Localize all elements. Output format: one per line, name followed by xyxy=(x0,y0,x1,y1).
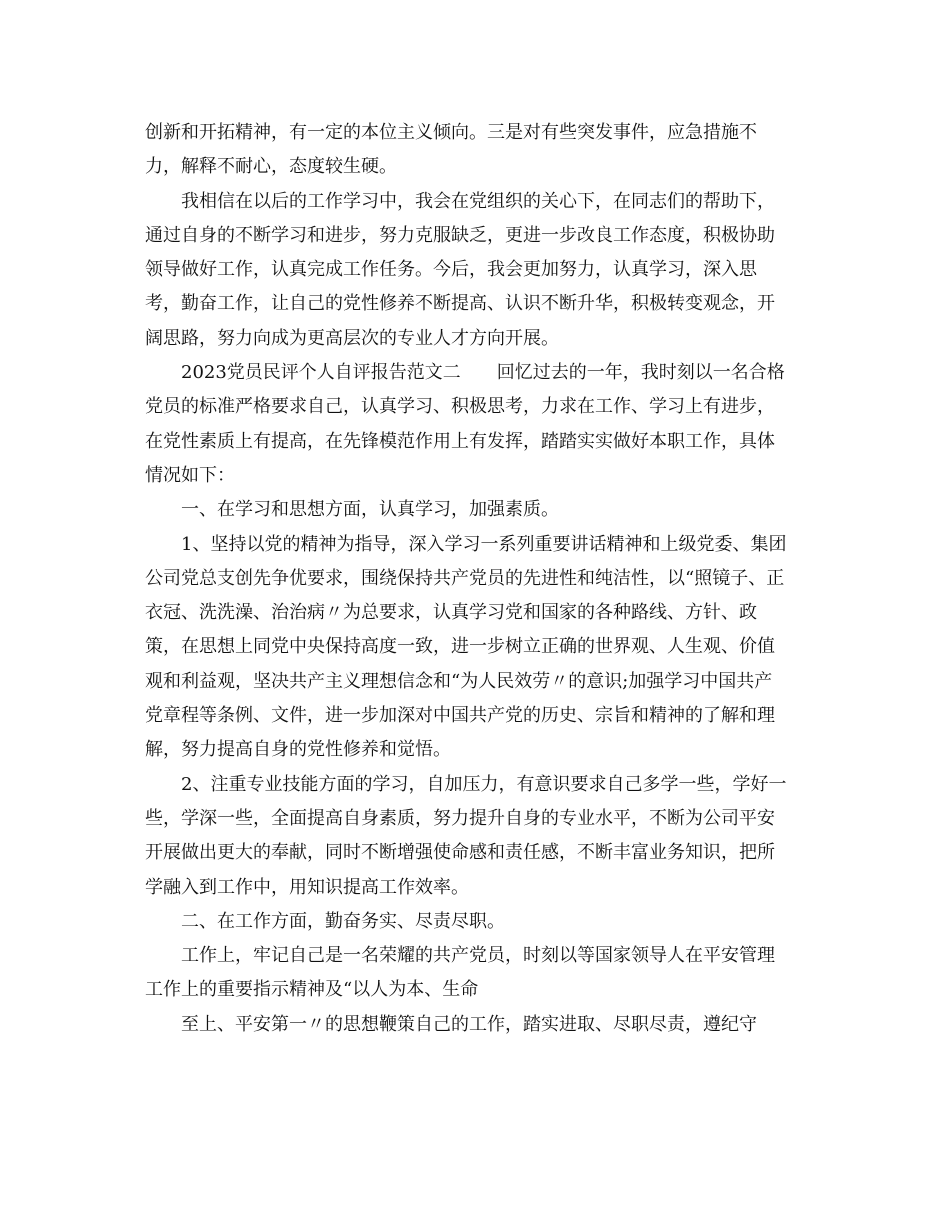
text-line: 情况如下： xyxy=(145,464,235,486)
text-line: 在党性素质上有提高，在先锋模范作用上有发挥，踏踏实实做好本职工作，具体 xyxy=(145,430,775,452)
text-line: 党章程等条例、文件，进一步加深对中国共产党的历史、宗旨和精神的了解和理 xyxy=(145,705,775,727)
text-line: 至上、平安第一〃的思想鞭策自己的工作，踏实进取、尽职尽责，遵纪守 xyxy=(145,1013,757,1035)
text-line: 公司党总支创先争优要求，围绕保持共产党员的先进性和纯洁性，以“照镜子、正 xyxy=(145,567,785,589)
text-line: 观和利益观，坚决共产主义理想信念和“为人民效劳〃的意识;加强学习中国共产 xyxy=(145,670,773,692)
text-line: 衣冠、洗洗澡、治治病〃为总要求，认真学习党和国家的各种路线、方针、政 xyxy=(145,602,757,624)
text-line: 2、注重专业技能方面的学习，自加压力，有意识要求自己多学一些，学好一 xyxy=(145,773,787,795)
text-line: 考，勤奋工作，让自己的党性修养不断提高、认识不断升华，积极转变观念，开 xyxy=(145,293,775,315)
text-line: 2023党员民评个人自评报告范文二 回忆过去的一年，我时刻以一名合格 xyxy=(145,362,785,384)
text-line: 力，解释不耐心，态度较生硬。 xyxy=(145,156,397,178)
text-line: 领导做好工作，认真完成工作任务。今后，我会更加努力，认真学习，深入思 xyxy=(145,259,757,281)
text-line: 1、坚持以党的精神为指导，深入学习一系列重要讲话精神和上级党委、集团 xyxy=(145,533,787,555)
text-line: 学融入到工作中，用知识提高工作效率。 xyxy=(145,876,469,898)
text-line: 工作上的重要指示精神及“以人为本、生命 xyxy=(145,979,479,1001)
text-line: 创新和开拓精神，有一定的本位主义倾向。三是对有些突发事件，应急措施不 xyxy=(145,122,757,143)
text-line: 通过自身的不断学习和进步，努力克服缺乏，更进一步改良工作态度，积极协助 xyxy=(145,224,775,246)
text-line: 党员的标准严格要求自己，认真学习、积极思考，力求在工作、学习上有进步， xyxy=(145,396,775,418)
body-text xyxy=(145,116,813,1042)
text-line: 开展做出更大的奉献，同时不断增强使命感和责任感，不断丰富业务知识，把所 xyxy=(145,842,775,864)
text-line: 二、在工作方面，勤奋务实、尽责尽职。 xyxy=(145,910,505,932)
text-line: 阔思路，努力向成为更高层次的专业人才方向开展。 xyxy=(145,327,559,349)
text-line: 工作上，牢记自己是一名荣耀的共产党员，时刻以等国家领导人在平安管理 xyxy=(145,945,775,967)
text-line: 解，努力提高自身的党性修养和觉悟。 xyxy=(145,739,451,761)
text-line: 一、在学习和思想方面，认真学习，加强素质。 xyxy=(145,499,559,521)
text-line: 策，在思想上同党中央保持高度一致，进一步树立正确的世界观、人生观、价值 xyxy=(145,636,775,658)
text-line: 些，学深一些，全面提高自身素质，努力提升自身的专业水平，不断为公司平安 xyxy=(145,807,775,829)
text-line: 我相信在以后的工作学习中，我会在党组织的关心下，在同志们的帮助下， xyxy=(145,190,775,212)
